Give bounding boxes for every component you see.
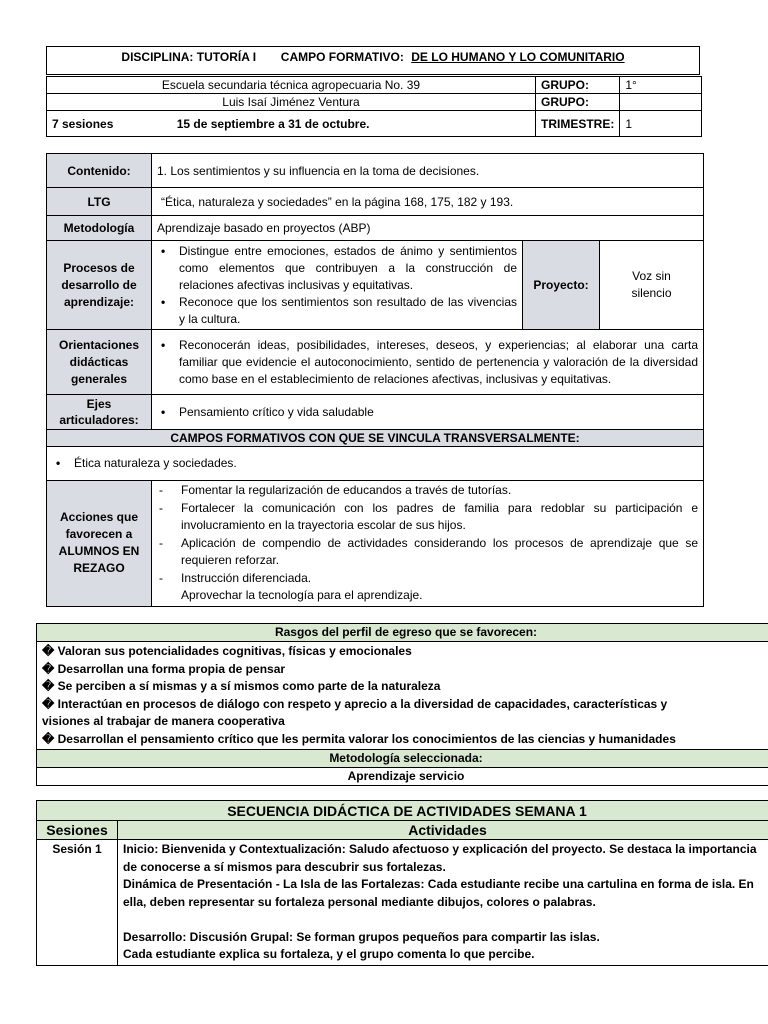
acciones-item: - Fortalecer la comunicación con los padres de familia para redoblar su participación e involucramiento en la trayectoria escolar de sus hijos. <box>181 500 698 535</box>
orientaciones-label-cell <box>47 330 152 395</box>
pda-item: • Distingue entre emociones, estados de ánimo y sentimientos como elementos que contribuyen a la construcción de relaciones afectivas inclusivas y equitativas. <box>179 243 517 294</box>
ejes-value-cell <box>152 395 704 430</box>
grupo2-value-cell <box>620 94 702 111</box>
pda-label-cell <box>47 241 152 330</box>
header-info-table <box>46 76 702 137</box>
sesion-1-cell <box>37 840 118 966</box>
pda-item: • Reconoce que los sentimientos son resultado de las vivencias y la cultura. <box>179 294 517 328</box>
col-actividades-label: Actividades <box>408 822 487 838</box>
sesion-1-activities <box>118 840 768 966</box>
acciones-item: - Fomentar la regularización de educandos a través de tutorías. <box>181 482 698 500</box>
acciones-label: Acciones que favorecen a ALUMNOS EN REZAGO <box>58 510 140 576</box>
secuencia-table <box>36 800 768 966</box>
metodologia-seleccionada-value: Aprendizaje servicio <box>347 769 465 783</box>
activity-line: Cada estudiante explica su fortaleza, y el grupo comenta lo que percibe. <box>123 947 535 961</box>
campos-item: • Ética naturaleza y sociedades. <box>74 455 698 472</box>
metodologia-label-cell <box>47 216 152 241</box>
acciones-item: - Instrucción diferenciada. <box>181 570 698 588</box>
activity-spacer <box>123 911 768 929</box>
ltg-value: “Ética, naturaleza y sociedades” en la página 168, 175, 182 y 193. <box>161 194 514 209</box>
activity-line: Desarrollo: Discusión Grupal: Se forman grupos pequeños para compartir las islas. <box>123 929 600 944</box>
grupo2-label-cell <box>536 94 620 111</box>
fechas-text: 15 de septiembre a 31 de octubre. <box>176 116 370 131</box>
orientaciones-list <box>157 337 698 388</box>
perfil-title: Rasgos del perfil de egreso que se favorecen: <box>37 624 768 642</box>
grupo-label: GRUPO: <box>541 78 589 92</box>
proyecto-label: Proyecto: <box>533 278 589 292</box>
pda-label: Procesos de desarrollo de aprendizaje: <box>61 260 137 309</box>
metodologia-value-cell <box>152 216 704 241</box>
perfil-box <box>36 623 768 786</box>
header-title-box <box>46 46 700 75</box>
pda-list-cell <box>152 241 523 330</box>
disciplina-label: DISCIPLINA: <box>121 50 194 64</box>
trimestre-label-cell <box>536 111 620 137</box>
sesiones-text: 7 sesiones <box>52 116 114 131</box>
grupo2-label: GRUPO: <box>541 95 589 109</box>
perfil-items <box>37 642 768 749</box>
grupo-value: 1° <box>625 78 637 92</box>
perfil-item: � Valoran sus potencialidades cognitivas, físicas y emocionales <box>42 644 412 658</box>
col-sesiones <box>37 821 118 840</box>
acciones-item: - Aplicación de compendio de actividades considerando los procesos de aprendizaje que se requieren reforzar. <box>181 535 698 570</box>
grupo-label-cell <box>536 77 620 94</box>
trimestre-value: 1 <box>625 116 633 131</box>
pda-list <box>157 243 517 328</box>
proyecto-value: Voz sin silencio <box>631 269 672 300</box>
acciones-list <box>157 482 698 605</box>
secuencia-title: SECUENCIA DIDÁCTICA DE ACTIVIDADES SEMANA 1 <box>227 802 587 819</box>
metodologia-seleccionada-title: Metodología seleccionada: <box>37 749 768 768</box>
col-actividades <box>118 821 768 840</box>
escuela-cell <box>47 77 536 94</box>
metodologia-label: Metodología <box>63 221 135 235</box>
orientaciones-label: Orientaciones didácticas generales <box>58 337 140 386</box>
campo-formativo-value: DE LO HUMANO Y LO COMUNITARIO <box>411 50 625 64</box>
proyecto-label-cell <box>523 241 600 330</box>
docente-text: Luis Isaí Jiménez Ventura <box>222 95 360 109</box>
campos-list <box>52 455 698 472</box>
secuencia-title-cell <box>37 801 768 821</box>
grupo-value-cell <box>620 77 702 94</box>
metodologia-value: Aprendizaje basado en proyectos (ABP) <box>157 221 371 235</box>
plan-table <box>46 153 704 607</box>
perfil-item: � Desarrollan una forma propia de pensar <box>42 661 286 676</box>
ejes-label: Ejes articuladores: <box>59 397 139 427</box>
acciones-item-extra: Aprovechar la tecnología para el aprendizaje. <box>181 588 423 602</box>
orientaciones-value-cell <box>152 330 704 395</box>
perfil-item: � Se perciben a sí mismas y a sí mismos como parte de la naturaleza <box>42 679 441 693</box>
ltg-value-cell <box>152 188 704 216</box>
perfil-item: � Desarrollan el pensamiento crítico que les permita valorar los conocimientos de las ciencias y humanidades <box>42 731 676 746</box>
sesiones-fechas-cell <box>47 111 536 137</box>
col-sesiones-label: Sesiones <box>46 822 108 838</box>
perfil-item: � Interactúan en procesos de diálogo con respeto y aprecio a la diversidad de capacidades, características y visiones al trabajar de manera cooperativa <box>42 696 668 728</box>
ltg-label-cell <box>47 188 152 216</box>
proyecto-value-cell <box>600 241 704 330</box>
ejes-list <box>157 404 698 421</box>
campo-formativo-label: CAMPO FORMATIVO: <box>280 50 404 64</box>
ejes-label-cell <box>47 395 152 430</box>
activity-line: Dinámica de Presentación - La Isla de las Fortalezas: Cada estudiante recibe una cartulina en forma de isla. En ella, deben representar su fortaleza personal mediante dibujos, colores o palabras. <box>123 877 754 909</box>
activity-line: Inicio: Bienvenida y Contextualización: Saludo afectuoso y explicación del proyecto. Se destaca la importancia de conocerse a sí mismos para descubrir sus fortalezas. <box>123 842 757 874</box>
contenido-value: 1. Los sentimientos y su influencia en la toma de decisiones. <box>157 163 480 178</box>
sesion-1-label: Sesión 1 <box>52 842 102 856</box>
contenido-label: Contenido: <box>67 163 131 178</box>
disciplina-value: TUTORÍA I <box>196 50 257 64</box>
acciones-label-cell <box>47 481 152 607</box>
acciones-list-cell <box>152 481 704 607</box>
orientaciones-item: • Reconocerán ideas, posibilidades, intereses, deseos, y experiencias; al elaborar una carta familiar que evidencie el autoconocimiento, sentido de pertenencia y valoración de la diversidad como base en el establecimiento de relaciones afectivas, inclusivas y equitativas. <box>179 337 698 388</box>
docente-cell <box>47 94 536 111</box>
campos-title-cell <box>47 430 704 447</box>
contenido-label-cell <box>47 154 152 188</box>
trimestre-value-cell <box>620 111 702 137</box>
ejes-item: • Pensamiento crítico y vida saludable <box>179 404 698 421</box>
trimestre-label: TRIMESTRE: <box>541 116 615 131</box>
ltg-label: LTG <box>87 194 111 209</box>
contenido-value-cell <box>152 154 704 188</box>
campos-title: CAMPOS FORMATIVOS CON QUE SE VINCULA TRANSVERSALMENTE: <box>170 431 580 445</box>
escuela-text: Escuela secundaria técnica agropecuaria No. 39 <box>161 78 421 92</box>
campos-item-cell <box>47 447 704 481</box>
